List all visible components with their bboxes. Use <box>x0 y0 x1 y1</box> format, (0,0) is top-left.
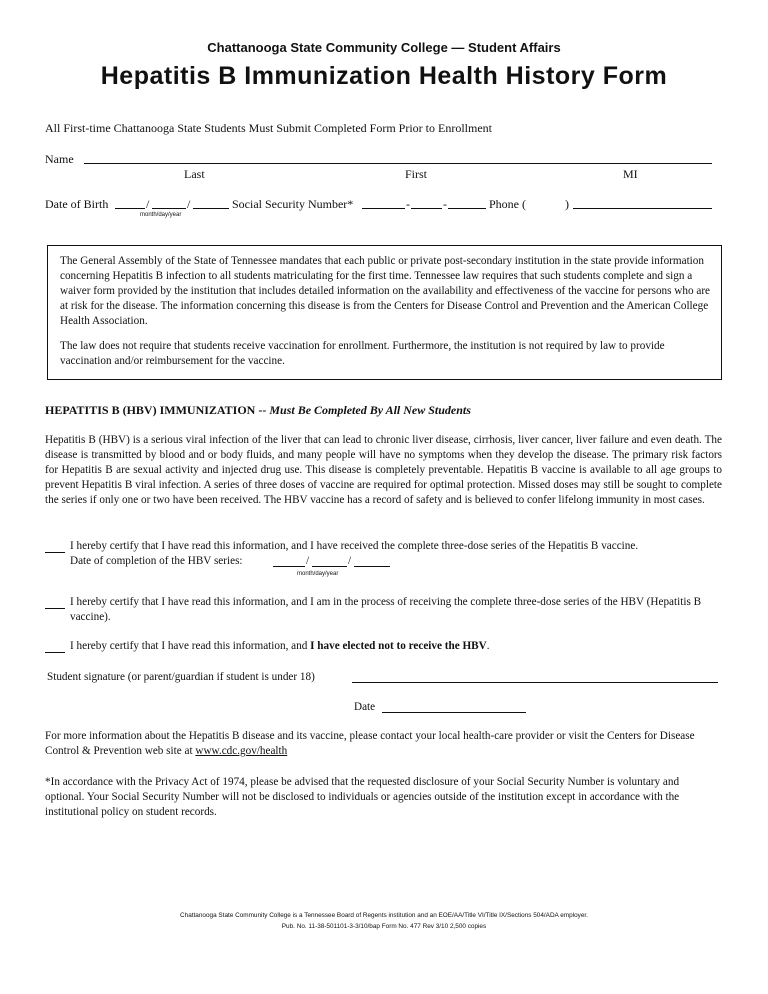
footer-line-2: Pub. No. 11-38-501101-3-3/10/bap Form No. 477 Rev 3/10 2,500 copies <box>281 923 487 930</box>
notice-paragraph-1: The General Assembly of the State of Tennessee mandates that each public or private post-secondary institution in the state provide information concerning Hepatitis B infection to all students matriculating for the first time. Tennessee law requires that such students complete and sign a waiver form provided by the institution that includes detailed information on the availability and effectiveness of the vaccine for persons who are at risk for the disease. The information concerning this disease is from the Centers for Disease Control and Prevention and the American College Health Association. <box>60 255 711 327</box>
section-body: Hepatitis B (HBV) is a serious viral infection of the liver that can lead to chronic liver disease, cirrhosis, liver cancer, liver failure and even death. The disease is transmitted by blood and or body fluids, and many people will have no symptoms when they develop the disease. The primary risk factors for Hepatitis B are sexual activity and injected drug use. This disease is completely preventable. Hepatitis B vaccine is available to all age groups to prevent Hepatitis B viral infection. A series of three doses of vaccine are required for optimal protection. Missed doses may still be sought to complete the series if only one or two have been received. The HBV vaccine has a record of safety and is believed to confer lifelong immunity in most cases. <box>45 434 722 506</box>
signature-label: Student signature (or parent/guardian if student is under 18) <box>47 671 315 683</box>
contact-text <box>45 729 725 759</box>
name-label: Name <box>45 152 74 166</box>
ssn-dash-2: - <box>443 197 447 211</box>
section-heading-note: Must Be Completed By All New Students <box>269 403 471 417</box>
name-mi-label: MI <box>623 167 638 181</box>
cdc-link[interactable]: www.cdc.gov/health <box>195 745 288 757</box>
option-1-slash-2: / <box>348 555 352 567</box>
option-1-day-field[interactable] <box>312 555 347 567</box>
phone-label: Phone ( <box>489 197 526 211</box>
date-label: Date <box>354 701 376 713</box>
dob-year-field[interactable] <box>193 196 229 209</box>
phone-field[interactable] <box>573 196 712 209</box>
section-heading-title: HEPATITIS B (HBV) IMMUNIZATION <box>45 403 256 417</box>
option-3-prefix: I hereby certify that I have read this information, and <box>70 640 311 652</box>
dob-slash-1: / <box>146 197 150 211</box>
option-3-suffix: . <box>486 640 490 652</box>
name-field[interactable] <box>84 151 712 164</box>
footer-line-1: Chattanooga State Community College is a Tennessee Board of Regents institution and an EOE/AA/Title VI/Title IX/Sections 504/ADA employer. <box>180 912 588 919</box>
dob-label: Date of Birth <box>45 197 109 211</box>
privacy-note: *In accordance with the Privacy Act of 1974, please be advised that the requested disclosure of your Social Security Number is voluntary and optional. Your Social Security Number will not be disclosed to individuals or agencies outside of the institution except in accordance with the institutional policy on student records. <box>45 776 680 818</box>
date-field[interactable] <box>382 700 526 713</box>
dob-hint: month/day/year <box>140 212 182 218</box>
option-1-month-field[interactable] <box>273 555 305 567</box>
option-1-date-hint: month/day/year <box>297 571 339 577</box>
name-last-label: Last <box>184 167 205 181</box>
ssn-part3-field[interactable] <box>448 196 486 209</box>
option-1-year-field[interactable] <box>354 555 390 567</box>
option-3-text <box>70 639 490 654</box>
option-3-checkbox-line[interactable] <box>45 640 65 653</box>
option-3-bold: I have elected not to receive the HBV <box>310 640 487 652</box>
name-first-label: First <box>405 167 428 181</box>
ssn-dash-1: - <box>406 197 410 211</box>
notice-paragraph-2: The law does not require that students receive vaccination for enrollment. Furthermore, the institution is not required by law to provide vaccination and/or reimbursement for the vaccine. <box>60 340 665 367</box>
option-2-text: I hereby certify that I have read this information, and I am in the process of receiving the complete three-dose series of the HBV (Hepatitis B vaccine). <box>70 596 702 623</box>
ssn-label: Social Security Number* <box>232 197 354 211</box>
option-1-checkbox-line[interactable] <box>45 540 65 553</box>
signature-field[interactable] <box>352 670 718 683</box>
option-1-date-label: Date of completion of the HBV series: <box>70 555 243 567</box>
notice-box <box>47 245 722 380</box>
dob-slash-2: / <box>187 197 191 211</box>
ssn-part2-field[interactable] <box>411 196 442 209</box>
intro-text: All First-time Chattanooga State Students Must Submit Completed Form Prior to Enrollment <box>45 121 492 135</box>
option-1-text: I hereby certify that I have read this information, and I have received the complete three-dose series of the Hepatitis B vaccine. <box>70 540 639 552</box>
option-1-slash-1: / <box>306 555 310 567</box>
header-subtitle: Chattanooga State Community College — Student Affairs <box>207 40 561 55</box>
page-title: Hepatitis B Immunization Health History Form <box>100 62 668 90</box>
phone-paren-close: ) <box>565 197 569 211</box>
dob-day-field[interactable] <box>152 196 186 209</box>
contact-body: For more information about the Hepatitis B disease and its vaccine, please contact your local health-care provider or visit the Centers for Disease Control & Prevention web site at <box>45 730 695 757</box>
option-2-checkbox-line[interactable] <box>45 596 65 609</box>
dob-month-field[interactable] <box>115 196 145 209</box>
section-heading: HEPATITIS B (HBV) IMMUNIZATION -- Must Be Completed By All New Students <box>45 403 471 417</box>
ssn-part1-field[interactable] <box>362 196 405 209</box>
